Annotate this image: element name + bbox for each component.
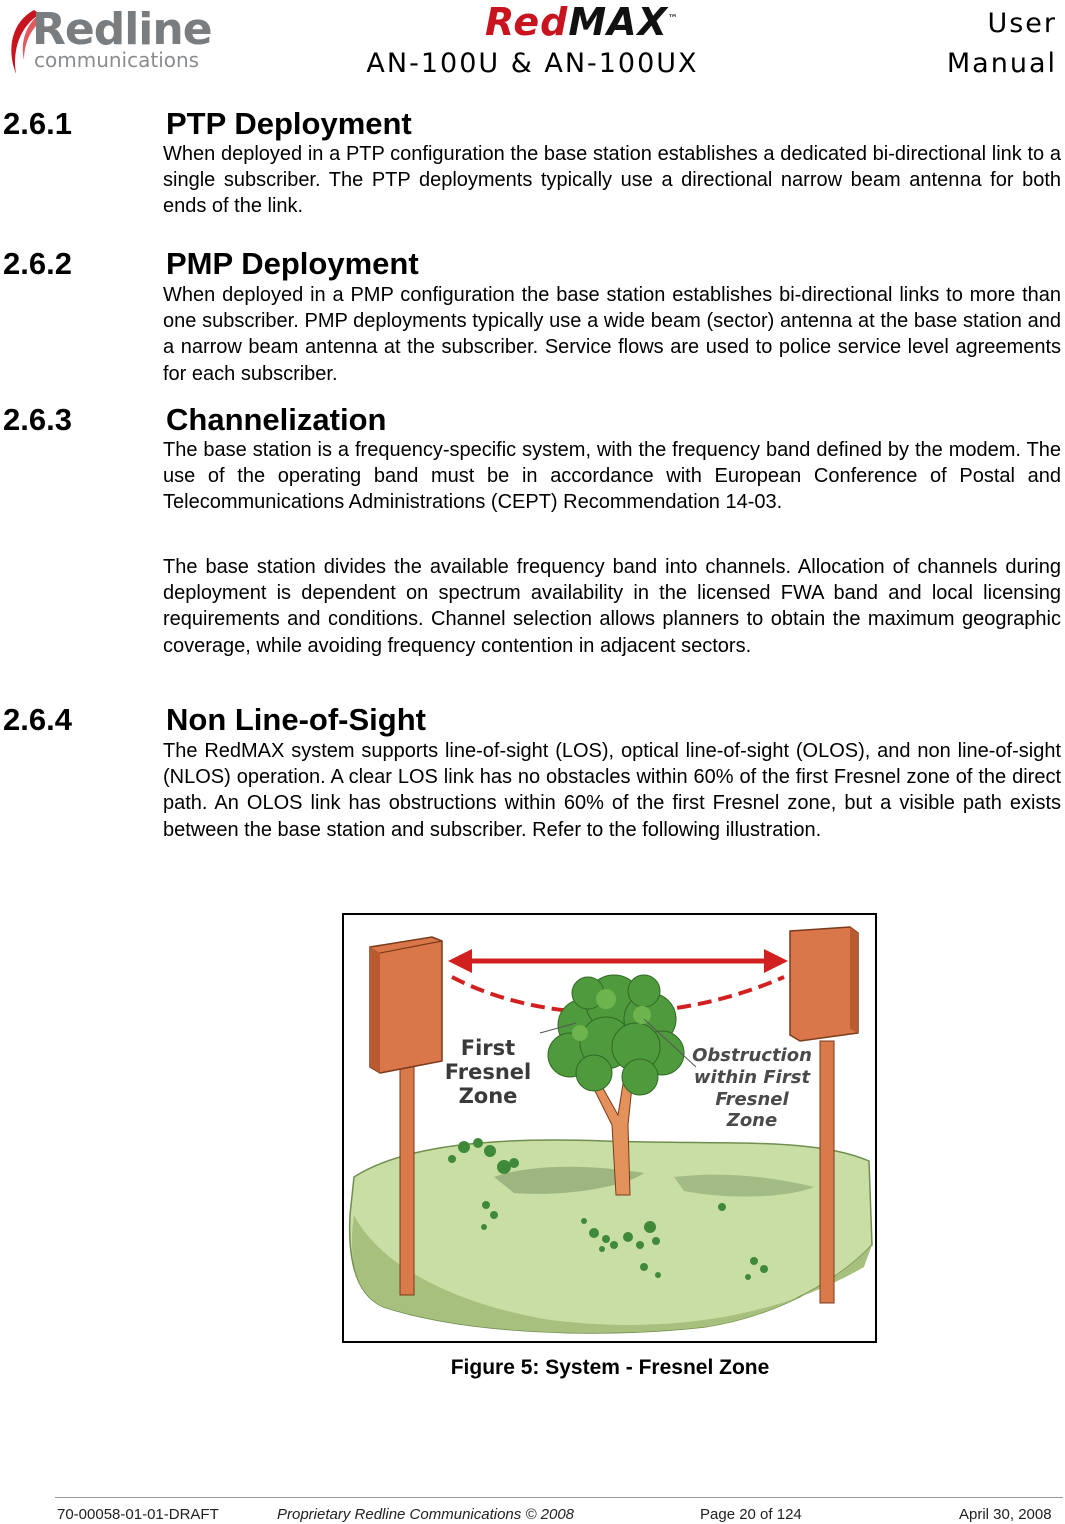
section-title: Channelization xyxy=(166,402,387,437)
brand-red-part: Red xyxy=(485,0,569,44)
label-obstruction-4: Zone xyxy=(726,1110,778,1131)
logo-subtitle: communications xyxy=(34,48,200,72)
fresnel-zone-illustration xyxy=(344,915,875,1341)
footer-date: April 30, 2008 xyxy=(959,1506,1052,1523)
footer-divider xyxy=(55,1497,1063,1498)
section-title: PMP Deployment xyxy=(166,246,419,281)
section-title: Non Line-of-Sight xyxy=(166,702,426,737)
label-obstruction-3: Fresnel xyxy=(715,1089,789,1110)
doc-type-line1: User xyxy=(987,8,1057,39)
section-title: PTP Deployment xyxy=(166,106,412,141)
doc-type xyxy=(947,4,1057,84)
section-heading-ptp xyxy=(3,106,412,142)
doc-type-line2: Manual xyxy=(946,48,1057,79)
fresnel-zone-figure xyxy=(342,913,877,1343)
paragraph: When deployed in a PMP configuration the base station establishes bi-directional links to more than one subscriber. PMP deployments typically use a wide beam (sector) antenna at the base station and a narrow beam antenna at the subscriber. Service flows are used to police service level agreements for each subscriber. xyxy=(163,284,1061,385)
paragraph: When deployed in a PTP configuration the base station establishes a dedicated bi-directional link to a single subscriber. The PTP deployments typically use a directional narrow beam antenna for both ends of the link. xyxy=(163,143,1061,218)
label-obstruction-1: Obstruction xyxy=(692,1045,812,1066)
section-number: 2.6.3 xyxy=(3,402,72,437)
brand-trademark: ™ xyxy=(667,13,679,25)
model-title: AN-100U & AN-100UX xyxy=(366,48,699,79)
logo-wordmark: Redline xyxy=(32,4,212,55)
section-number: 2.6.2 xyxy=(3,246,72,281)
redmax-brand xyxy=(485,0,679,44)
paragraph: The RedMAX system supports line-of-sight (LOS), optical line-of-sight (OLOS), and non line-of-sight (NLOS) operation. A clear LOS link has no obstacles within 60% of the first Fresnel zone of the direct path. An OLOS link has obstructions within 60% of the first Fresnel zone, but a visible path exists between the base station and subscriber. Refer to the following illustration. xyxy=(163,740,1061,841)
footer-page-number: Page 20 of 124 xyxy=(700,1506,802,1523)
brand-black-part: MAX xyxy=(568,0,668,44)
label-first-fresnel-zone-3: Zone xyxy=(458,1084,518,1108)
paragraph: The base station divides the available frequency band into channels. Allocation of channels during deployment is dependent on spectrum availability in the licensed FWA band and local licensing requirements and conditions. Channel selection allows planners to obtain the maximum geographic coverage, while avoiding frequency contention in adjacent sectors. xyxy=(163,556,1061,657)
label-obstruction-2: within First xyxy=(693,1067,811,1088)
figure-caption: Figure 5: System - Fresnel Zone xyxy=(450,1356,770,1379)
paragraph: The base station is a frequency-specific system, with the frequency band defined by the modem. The use of the operating band must be in accordance with European Conference of Postal and Telecommunications Administrations (CEPT) Recommendation 14-03. xyxy=(163,439,1061,514)
footer-proprietary: Proprietary Redline Communications © 2008 xyxy=(277,1506,575,1523)
section-number: 2.6.4 xyxy=(3,702,72,737)
footer-doc-id: 70-00058-01-01-DRAFT xyxy=(57,1506,219,1523)
page-header xyxy=(0,0,1065,90)
section-number: 2.6.1 xyxy=(3,106,72,141)
label-first-fresnel-zone-2: Fresnel xyxy=(444,1060,532,1084)
section-heading-nlos xyxy=(3,702,426,738)
label-first-fresnel-zone-1: First xyxy=(460,1036,516,1060)
section-heading-pmp xyxy=(3,246,419,282)
section-heading-channelization xyxy=(3,402,386,438)
